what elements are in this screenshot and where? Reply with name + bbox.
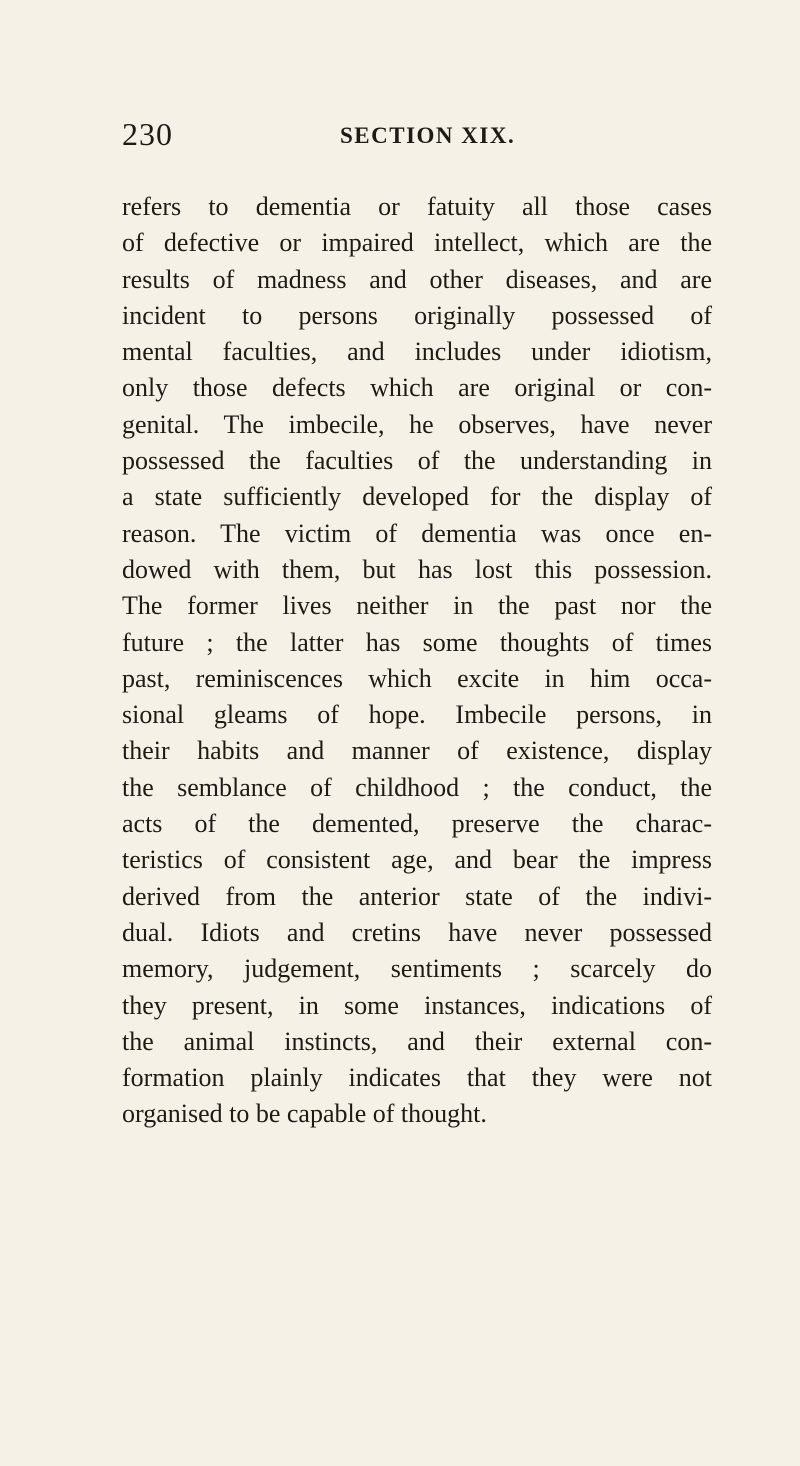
- text-line: of defective or impaired intellect, which are the: [122, 228, 712, 258]
- running-head: [122, 116, 712, 156]
- text-line: refers to dementia or fatuity all those cases: [122, 192, 712, 221]
- text-line: The former lives neither in the past nor the: [122, 591, 712, 621]
- text-line: future ; the latter has some thoughts of times: [122, 627, 712, 657]
- text-line: past, reminiscences which excite in him occa-: [122, 663, 712, 693]
- page-number: 230: [122, 116, 173, 152]
- text-line: formation plainly indicates that they were not: [122, 1063, 712, 1093]
- text-line: genital. The imbecile, he observes, have never: [122, 409, 712, 439]
- text-line: only those defects which are original or con-: [122, 373, 712, 403]
- text-line: the semblance of childhood ; the conduct, the: [122, 772, 712, 802]
- text-line: dowed with them, but has lost this possession.: [122, 554, 712, 584]
- text-line: they present, in some instances, indications of: [122, 990, 712, 1020]
- text-line: reason. The victim of dementia was once en-: [122, 518, 712, 548]
- text-line: teristics of consistent age, and bear the impress: [122, 845, 712, 875]
- text-line: possessed the faculties of the understanding in: [122, 446, 712, 476]
- body-text: [122, 189, 712, 1133]
- text-line-last: organised to be capable of thought.: [122, 1099, 487, 1129]
- text-line: memory, judgement, sentiments ; scarcely do: [122, 954, 712, 984]
- text-line: sional gleams of hope. Imbecile persons, in: [122, 700, 712, 730]
- text-line: mental faculties, and includes under idiotism,: [122, 337, 712, 367]
- text-line: the animal instincts, and their external con-: [122, 1026, 712, 1056]
- text-line: acts of the demented, preserve the charac-: [122, 809, 712, 839]
- section-title: SECTION XIX.: [340, 123, 516, 148]
- text-line: incident to persons originally possessed of: [122, 300, 712, 330]
- text-line: derived from the anterior state of the indivi-: [122, 881, 712, 911]
- text-line: results of madness and other diseases, and are: [122, 264, 712, 294]
- text-line: their habits and manner of existence, display: [122, 736, 712, 766]
- text-line: a state sufficiently developed for the display of: [122, 482, 712, 512]
- text-line: dual. Idiots and cretins have never possessed: [122, 917, 712, 947]
